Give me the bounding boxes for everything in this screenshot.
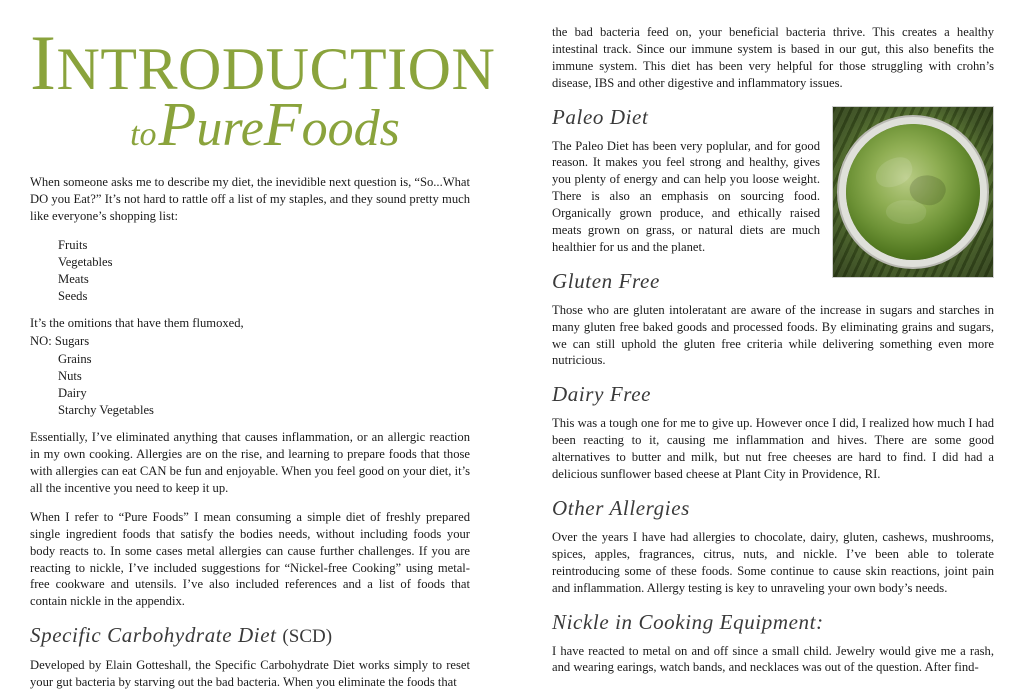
section-title-abbrev: (SCD) bbox=[282, 626, 333, 648]
section-heading-gluten-free: Gluten Free bbox=[552, 268, 660, 293]
title-word-ure: ure bbox=[196, 100, 264, 157]
paragraph-pure-foods: When I refer to “Pure Foods” I mean consuming a simple diet of freshly prepared single ingredient foods that satisfy the bodies needs, without including foods your body reacts to. In some cases metal allergies can cause further challenges. If you are reacting to nickle, I’ve included suggestions for “Nickel-free Cooking” using metal-free cookware and utensils. I’ve also included references and a list of foods that contain nickle in the appendix. bbox=[30, 509, 470, 609]
page-title bbox=[30, 19, 496, 159]
paragraph-gluten-free: Those who are gluten intoleratant are aware of the increase in sugars and starches in many gluten free baked goods and processed foods. By eliminating grains and sugars, we can still uphold the gluten free criteria while delivering something even more nutricious. bbox=[552, 302, 994, 368]
paragraph-other-allergies: Over the years I have had allergies to chocolate, dairy, gluten, cashews, mushrooms, spices, apples, fragrances, citrus, nuts, and nickle. I’ve been able to tolerate reintroducing some of these foods. Some continue to cause skin reactions, joint pain and inflammation. Allergy testing is key to unraveling your own body’s needs. bbox=[552, 530, 994, 595]
right-column bbox=[512, 0, 1024, 675]
title-word-oods: oods bbox=[301, 100, 400, 157]
title-word-introduction: NTRODUCTION bbox=[56, 36, 496, 102]
title-line-one bbox=[30, 19, 496, 106]
section-heading-scd bbox=[30, 624, 470, 648]
section-heading-other-allergies: Other Allergies bbox=[552, 495, 690, 520]
paragraph-paleo: The Paleo Diet has been very poplular, and for good reason. It makes you feel strong and healthy, gives you plenty of energy and can help you loose weight. There is also an emphasis on sourcing food. Organically grown produce, and ethically raised meats grown on grass, or natural diets are much healthier for us and the planet. bbox=[552, 138, 820, 254]
list-item: Seeds bbox=[58, 289, 88, 303]
section-heading-nickle-cooking-equipment: Nickle in Cooking Equipment: bbox=[552, 609, 824, 634]
paragraph-essentially: Essentially, I’ve eliminated anything that causes inflammation, or an allergic reaction in my own cooking. Allergies are on the rise, and learning to prepare foods that those with allergies can eat CAN be fun and enjoyable. When you feel good on your diet, it’s all the incentive you need to keep it up. bbox=[30, 430, 470, 495]
list-item: Dairy bbox=[58, 386, 87, 401]
left-column bbox=[0, 0, 512, 689]
list-item: Grains bbox=[58, 351, 92, 366]
list-item: Starchy Vegetables bbox=[58, 403, 154, 418]
title-initial-p: P bbox=[158, 91, 197, 159]
list-item: Fruits bbox=[58, 237, 88, 252]
paragraph-dairy-free: This was a tough one for me to give up. However once I did, I realized how much I had been reacting to it, causing me inflammation and hives. There are some good alternatives to butter and milk, but nut free cheeses are hard to find. I did had a delicious sunflower based cheese at Plant City in Providence, RI. bbox=[552, 416, 994, 482]
no-lead-line: NO: Sugars bbox=[30, 334, 90, 348]
intro-paragraph: When someone asks me to describe my diet, the inevidible next question is, “So...What DO you Eat?” It’s not hard to rattle off a list of my staples, and they sound pretty much like everyone’s shopping list: bbox=[30, 175, 470, 223]
good-foods-list bbox=[30, 237, 470, 306]
title-line-two bbox=[30, 91, 470, 159]
excluded-foods-list bbox=[30, 351, 470, 420]
paragraph-scd: Developed by Elain Gotteshall, the Specific Carbohydrate Diet works simply to reset your gut bacteria by starving out the bad bacteria. When you eliminate the foods that bbox=[30, 658, 470, 689]
omissions-lead-line: It’s the omitions that have them flumoxed, bbox=[30, 316, 244, 331]
salad-bowl-photo bbox=[832, 106, 994, 278]
list-item: Meats bbox=[58, 271, 89, 286]
title-word-to: to bbox=[130, 116, 157, 153]
list-item: Nuts bbox=[58, 369, 82, 383]
paragraph-nickle-cooking-equipment: I have reacted to metal on and off since a small child. Jewelry would give me a rash, and wearing earings, watch bands, and necklaces was out of the question. After find- bbox=[552, 643, 994, 675]
section-title-text: Specific Carbohydrate Diet bbox=[30, 623, 277, 648]
section-heading-paleo: Paleo Diet bbox=[552, 104, 649, 129]
section-heading-dairy-free: Dairy Free bbox=[552, 382, 652, 407]
title-initial-f: F bbox=[263, 91, 302, 159]
bowl-shape bbox=[846, 124, 980, 260]
title-initial-i: I bbox=[30, 19, 57, 106]
paragraph-continuation: the bad bacteria feed on, your beneficial bacteria thrive. This creates a healthy intestinal track. Since our immune system is based in our gut, this also benefits the immune system. This diet has been very helpful for those struggling with crohn’s disease, IBS and other digestive and inflammatory issues. bbox=[552, 25, 994, 90]
list-item: Vegetables bbox=[58, 254, 113, 269]
